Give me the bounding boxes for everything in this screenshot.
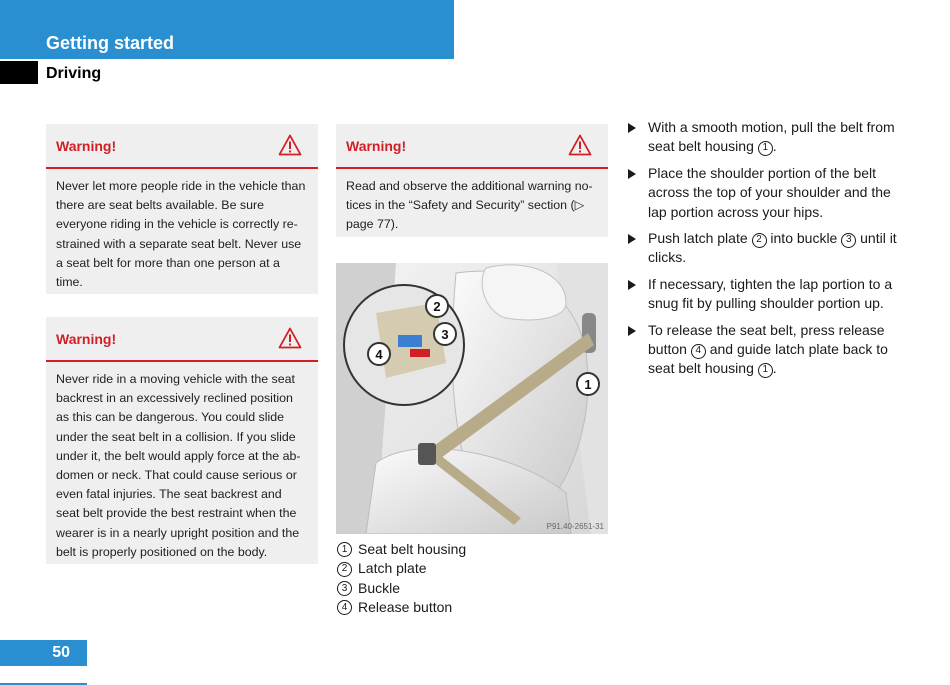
legend-item: [337, 540, 466, 559]
callout-1: [577, 373, 599, 395]
triangle-bullet-icon: [628, 234, 636, 244]
svg-text:3: 3: [441, 327, 449, 342]
step-item: [626, 164, 906, 222]
warning-triangle-icon: [278, 327, 302, 349]
triangle-bullet-icon: [628, 123, 636, 133]
step-text: If necessary, tighten the lap portion to a snug fit by pulling shoulder portion up.: [648, 275, 893, 312]
warning-label: Warning!: [56, 331, 117, 347]
step-ref-number: 3: [841, 233, 856, 248]
callout-4: [368, 343, 390, 365]
step-text: Place the shoulder portion of the belt across the top of your shoulder and the lap portion across your hips.: [648, 164, 891, 220]
seat-belt-illustration: [336, 263, 608, 534]
legend-item: [337, 579, 466, 598]
warning-text: Never ride in a moving vehicle with the seat backrest in an excessively reclined position as this can be dangerous. You could slide under the seat belt in a collision. If you slide under it, the belt would apply force at the ab-domen or neck. That could cause serious or even fatal injuries. The seat backrest and seat belt provide the best restraint when the wearer is in a nearly upright position and the belt is properly positioned on the body.: [56, 372, 301, 559]
triangle-bullet-icon: [628, 326, 636, 336]
callout-3: [434, 323, 456, 345]
legend-text: Seat belt housing: [358, 541, 467, 557]
step-ref-number: 1: [758, 141, 773, 156]
legend-item: [337, 598, 466, 617]
legend-text: Release button: [358, 599, 453, 616]
callout-2: [426, 295, 448, 317]
legend-text: Latch plate: [358, 560, 427, 577]
section-marker: [0, 61, 38, 84]
step-text: into buckle: [766, 230, 842, 247]
warning-box-3: [336, 124, 608, 237]
warning-label: Warning!: [56, 138, 117, 154]
step-item: [626, 118, 906, 157]
warning-text: Read and observe the additional warning no-tices in the “Safety and Security” section (▷ page 77).: [346, 179, 593, 232]
warning-box-1: [46, 124, 318, 294]
warning-header: [46, 124, 318, 169]
svg-text:1: 1: [584, 377, 592, 392]
legend-item: [337, 559, 466, 578]
warning-triangle-icon: [568, 134, 592, 156]
legend-number: 3: [337, 581, 352, 596]
warning-header: [46, 317, 318, 362]
step-text: and guide latch plate back to seat belt housing: [648, 341, 888, 377]
legend-number: 1: [337, 542, 352, 557]
figure-legend: [337, 540, 466, 618]
chapter-title: Getting started: [46, 33, 175, 53]
warning-label: Warning!: [346, 138, 407, 154]
step-text: .: [772, 360, 777, 377]
triangle-bullet-icon: [628, 169, 636, 179]
step-text: Push latch plate: [648, 230, 752, 247]
warning-triangle-icon: [278, 134, 302, 156]
instruction-steps: [626, 118, 906, 386]
legend-number: 2: [337, 562, 352, 577]
warning-box-2: [46, 317, 318, 564]
section-title: Driving: [46, 65, 102, 82]
step-ref-number: 1: [758, 363, 773, 378]
step-text: With a smooth motion, pull the belt from seat belt housing: [648, 119, 895, 155]
page-number-box: [0, 640, 87, 666]
figure-code: P91.40-2651-31: [546, 522, 604, 531]
step-text: .: [772, 138, 777, 155]
legend-number: 4: [337, 600, 352, 615]
step-text: until it clicks.: [648, 230, 897, 266]
svg-text:2: 2: [433, 299, 441, 314]
warning-text: Never let more people ride in the vehicle than there are seat belts available. Be sure everyone riding in the vehicle is correctly re-strained with a separate seat belt. Never use a seat belt for more than one person at a time.: [56, 179, 306, 290]
step-item: [626, 275, 906, 314]
triangle-bullet-icon: [628, 280, 636, 290]
legend-text: Buckle: [358, 579, 401, 596]
step-text: To release the seat belt, press release button: [648, 321, 885, 358]
step-ref-number: 2: [752, 233, 767, 248]
step-item: [626, 321, 906, 379]
step-ref-number: 4: [691, 344, 706, 359]
step-item: [626, 229, 906, 268]
svg-text:4: 4: [375, 347, 383, 362]
warning-header: [336, 124, 608, 169]
page-number: 50: [52, 644, 70, 661]
seat-illustration-drawing: [336, 263, 608, 534]
